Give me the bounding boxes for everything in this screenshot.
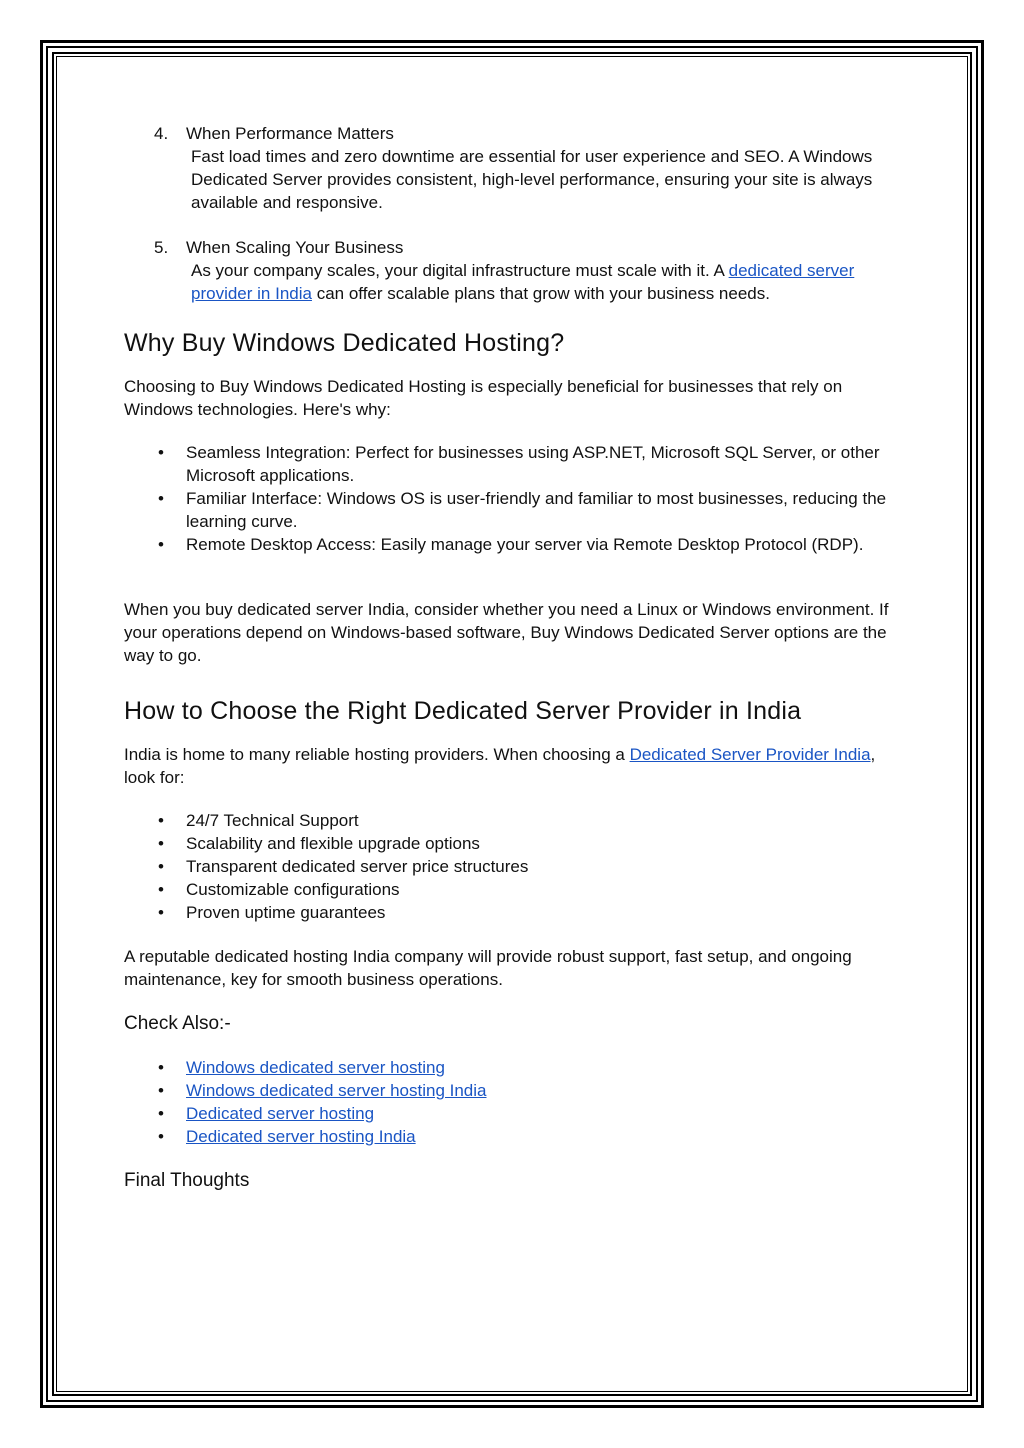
bullet-item [124, 487, 904, 533]
dedicated-server-provider-link[interactable]: dedicated server provider in India [191, 261, 855, 303]
intro-text: India is home to many reliable hosting providers. When choosing a [124, 745, 630, 764]
bullet-dot: • [158, 903, 164, 922]
bullet-text: Transparent dedicated server price structures [186, 857, 529, 876]
intro-text-after: , look for: [124, 745, 876, 787]
item-number: 5. [154, 238, 169, 257]
dedicated-server-provider-india-link[interactable]: Dedicated Server Provider India [629, 745, 871, 764]
item-body-text: As your company scales, your digital infrastructure must scale with it. A [191, 261, 729, 280]
link-item [124, 1102, 904, 1125]
item-number: 4. [154, 124, 169, 143]
dedicated-server-hosting-link[interactable]: Dedicated server hosting [186, 1104, 375, 1123]
bullet-text: Familiar Interface: Windows OS is user-friendly and familiar to most businesses, reducing the learning curve. [186, 489, 887, 531]
windows-dedicated-server-hosting-link[interactable]: Windows dedicated server hosting [186, 1058, 445, 1077]
item-body-text-after: can offer scalable plans that grow with your business needs. [311, 284, 770, 303]
bullet-text: Customizable configurations [186, 880, 400, 899]
link-item [124, 1079, 904, 1102]
dedicated-server-hosting-india-link[interactable]: Dedicated server hosting India [186, 1127, 416, 1146]
spacer [124, 556, 904, 598]
bullet-text: Seamless Integration: Perfect for businesses using ASP.NET, Microsoft SQL Server, or other Microsoft applications. [186, 443, 880, 485]
bullet-dot: • [158, 811, 164, 830]
bullet-dot: • [158, 443, 164, 462]
bullet-item [124, 855, 904, 878]
numbered-list [124, 122, 904, 305]
final-thoughts-heading: Final Thoughts [124, 1170, 250, 1191]
bullet-item [124, 832, 904, 855]
item-body: Fast load times and zero downtime are essential for user experience and SEO. A Windows Dedicated Server provides consistent, high-level performance, ensuring your site is always available and responsive. [191, 147, 873, 212]
link-item [124, 1056, 904, 1079]
section-heading-why-buy: Why Buy Windows Dedicated Hosting? [124, 329, 565, 357]
section-heading-how-to-choose: How to Choose the Right Dedicated Server Provider in India [124, 697, 802, 725]
bullet-dot: • [158, 1058, 164, 1077]
bullet-dot: • [158, 1127, 164, 1146]
check-also-label: Check Also:- [124, 1013, 231, 1034]
section2-intro [124, 743, 904, 789]
bullet-item [124, 533, 904, 556]
section2-outro: A reputable dedicated hosting India company will provide robust support, fast setup, and ongoing maintenance, key for smooth business operations. [124, 947, 852, 989]
numbered-item-5 [124, 236, 904, 305]
numbered-item-4 [124, 122, 904, 214]
section2-bullet-list [124, 809, 904, 924]
bullet-item [124, 901, 904, 924]
bullet-item [124, 878, 904, 901]
link-item [124, 1125, 904, 1148]
bullet-dot: • [158, 535, 164, 554]
bullet-dot: • [158, 857, 164, 876]
item-title: When Scaling Your Business [186, 238, 404, 257]
windows-dedicated-server-hosting-india-link[interactable]: Windows dedicated server hosting India [186, 1081, 487, 1100]
bullet-dot: • [158, 834, 164, 853]
document-body [124, 122, 904, 1193]
spacer [124, 924, 904, 945]
item-body [186, 259, 904, 305]
bullet-dot: • [158, 1104, 164, 1123]
bullet-text: Scalability and flexible upgrade options [186, 834, 480, 853]
section1-outro: When you buy dedicated server India, consider whether you need a Linux or Windows environment. If your operations depend on Windows-based software, Buy Windows Dedicated Server options are the way to go. [124, 600, 889, 665]
bullet-dot: • [158, 880, 164, 899]
section1-bullet-list [124, 441, 904, 556]
item-title: When Performance Matters [186, 124, 394, 143]
bullet-text: Proven uptime guarantees [186, 903, 386, 922]
bullet-item [124, 441, 904, 487]
check-also-link-list [124, 1056, 904, 1148]
bullet-text: 24/7 Technical Support [186, 811, 359, 830]
bullet-dot: • [158, 1081, 164, 1100]
spacer [124, 1148, 904, 1169]
bullet-item [124, 809, 904, 832]
section1-intro: Choosing to Buy Windows Dedicated Hosting is especially beneficial for businesses that rely on Windows technologies. Here's why: [124, 377, 843, 419]
bullet-dot: • [158, 489, 164, 508]
spacer [124, 991, 904, 1012]
bullet-text: Remote Desktop Access: Easily manage your server via Remote Desktop Protocol (RDP). [186, 535, 864, 554]
